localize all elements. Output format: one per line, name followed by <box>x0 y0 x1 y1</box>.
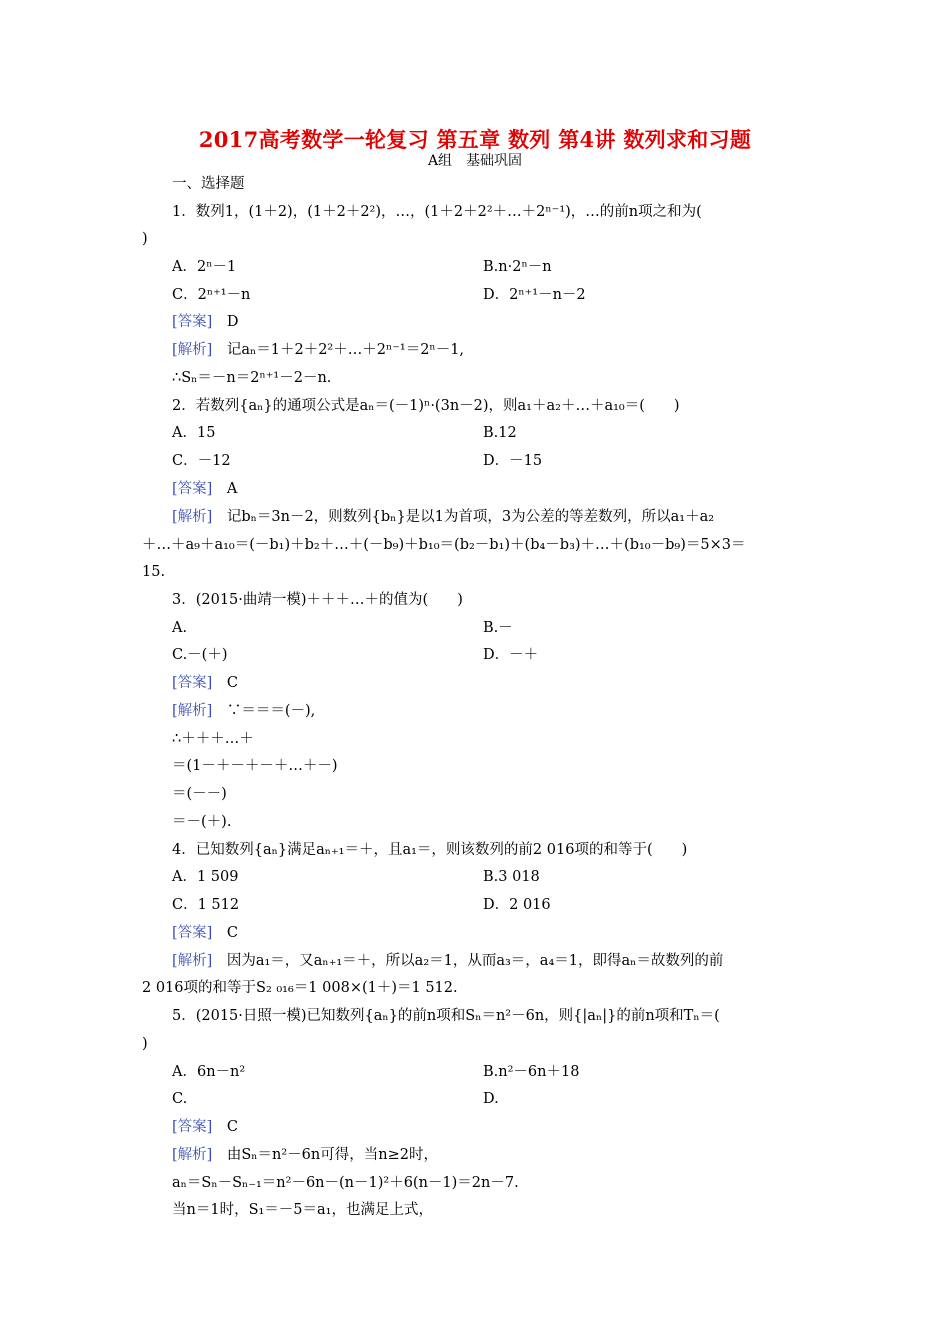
q3-answer <box>172 673 238 693</box>
q2-option-d: D．－15 <box>483 453 543 469</box>
q4-analysis-line2: 2 016项的和等于S₂ ₀₁₆＝1 008×(1＋)＝1 512. <box>142 980 458 996</box>
document-title: 2017高考数学一轮复习 第五章 数列 第4讲 数列求和习题 <box>198 127 752 152</box>
q1-option-a: A．2ⁿ－1 <box>172 259 237 275</box>
group-subtitle: A组 基础巩固 <box>427 153 523 169</box>
q5-analysis-line2: aₙ＝Sₙ－Sₙ₋₁＝n²－6n－(n－1)²＋6(n－1)＝2n－7. <box>172 1175 519 1191</box>
answer-label: [答案] <box>172 675 213 691</box>
q3-option-b: B.－ <box>483 620 513 636</box>
q5-analysis-text: 由Sₙ＝n²－6n可得，当n≥2时， <box>226 1147 438 1163</box>
q2-option-a: A．15 <box>172 425 216 441</box>
q2-option-b: B.12 <box>483 425 517 441</box>
q4-stem: 4．已知数列{aₙ}满足aₙ₊₁＝＋，且a₁＝，则该数列的前2 016项的和等于( ) <box>172 842 688 858</box>
q1-stem: 1．数列1，(1＋2)，(1＋2＋2²)，…，(1＋2＋2²＋…＋2ⁿ⁻¹)，…的前n项之和为( <box>172 204 702 220</box>
q2-analysis-text: 记bₙ＝3n－2，则数列{bₙ}是以1为首项，3为公差的等差数列，所以a₁＋a₂ <box>226 509 715 525</box>
q1-option-d: D．2ⁿ⁺¹－n－2 <box>483 287 586 303</box>
q5-option-c: C. <box>172 1091 188 1107</box>
q3-option-a: A. <box>172 620 188 636</box>
q4-option-b: B.3 018 <box>483 869 540 885</box>
q5-stem: 5．(2015·日照一模)已知数列{aₙ}的前n项和Sₙ＝n²－6n，则{|aₙ|}的前n项和Tₙ＝( <box>172 1008 720 1024</box>
answer-label: [答案] <box>172 314 213 330</box>
q3-analysis-line4: ＝(－－) <box>172 786 227 802</box>
analysis-label: [解析] <box>172 953 213 969</box>
q4-analysis-text: 因为a₁＝，又aₙ₊₁＝＋，所以a₂＝1，从而a₃＝，a₄＝1，即得aₙ＝故数列的前 <box>226 953 724 969</box>
q3-analysis-line5: ＝－(＋). <box>172 814 232 830</box>
q2-analysis-line3: 15. <box>142 564 166 580</box>
q1-answer-value: D <box>226 314 239 330</box>
q5-option-b: B.n²－6n＋18 <box>483 1064 580 1080</box>
q3-option-c: C.－(＋) <box>172 647 228 663</box>
q1-analysis-text: 记aₙ＝1＋2＋2²＋…＋2ⁿ⁻¹＝2ⁿ－1, <box>226 342 465 358</box>
q3-answer-value: C <box>226 675 238 691</box>
q5-stem-cont: ) <box>142 1036 148 1052</box>
q1-answer <box>172 312 238 332</box>
q3-analysis-line3: ＝(1－＋－＋－＋…＋－) <box>172 758 338 774</box>
q5-option-a: A．6n－n² <box>172 1064 246 1080</box>
q1-analysis-line2: ∴Sₙ＝－n＝2ⁿ⁺¹－2－n. <box>172 370 332 386</box>
q5-option-d: D. <box>483 1091 499 1107</box>
analysis-label: [解析] <box>172 703 213 719</box>
analysis-label: [解析] <box>172 509 213 525</box>
q3-analysis-text: ∵＝＝＝(－), <box>226 703 316 719</box>
q2-option-c: C．－12 <box>172 453 231 469</box>
q4-answer-value: C <box>226 925 238 941</box>
q2-answer <box>172 479 237 499</box>
q3-option-d: D．－＋ <box>483 647 539 663</box>
q4-answer <box>172 923 238 943</box>
analysis-label: [解析] <box>172 342 213 358</box>
analysis-label: [解析] <box>172 1147 213 1163</box>
q5-analysis-line3: 当n＝1时，S₁＝－5＝a₁，也满足上式， <box>172 1202 433 1218</box>
section-heading: 一、选择题 <box>172 176 245 192</box>
q2-analysis <box>172 507 714 527</box>
answer-label: [答案] <box>172 1119 213 1135</box>
q2-analysis-line2: ＋…＋a₉＋a₁₀＝(－b₁)＋b₂＋…＋(－b₉)＋b₁₀＝(b₂－b₁)＋(b₄－b₃)＋…＋(b₁₀－b₉)＝5×3＝ <box>142 537 746 553</box>
q1-stem-cont: ) <box>142 231 148 247</box>
q1-analysis <box>172 340 464 360</box>
q3-stem: 3．(2015·曲靖一模)＋＋＋…＋的值为( ) <box>172 592 463 608</box>
q4-option-c: C．1 512 <box>172 897 240 913</box>
q2-stem: 2．若数列{aₙ}的通项公式是aₙ＝(－1)ⁿ·(3n－2)，则a₁＋a₂＋…＋a₁₀＝( ) <box>172 398 680 414</box>
answer-label: [答案] <box>172 481 213 497</box>
q5-answer-value: C <box>226 1119 238 1135</box>
q4-option-a: A．1 509 <box>172 869 239 885</box>
q4-analysis <box>172 951 723 971</box>
q1-option-b: B.n·2ⁿ－n <box>483 259 552 275</box>
q5-analysis <box>172 1145 438 1165</box>
q3-analysis-line2: ∴＋＋＋…＋ <box>172 731 254 747</box>
q2-answer-value: A <box>226 481 238 497</box>
q3-analysis <box>172 701 315 721</box>
q1-option-c: C．2ⁿ⁺¹－n <box>172 287 251 303</box>
q5-answer <box>172 1117 238 1137</box>
q4-option-d: D．2 016 <box>483 897 551 913</box>
answer-label: [答案] <box>172 925 213 941</box>
